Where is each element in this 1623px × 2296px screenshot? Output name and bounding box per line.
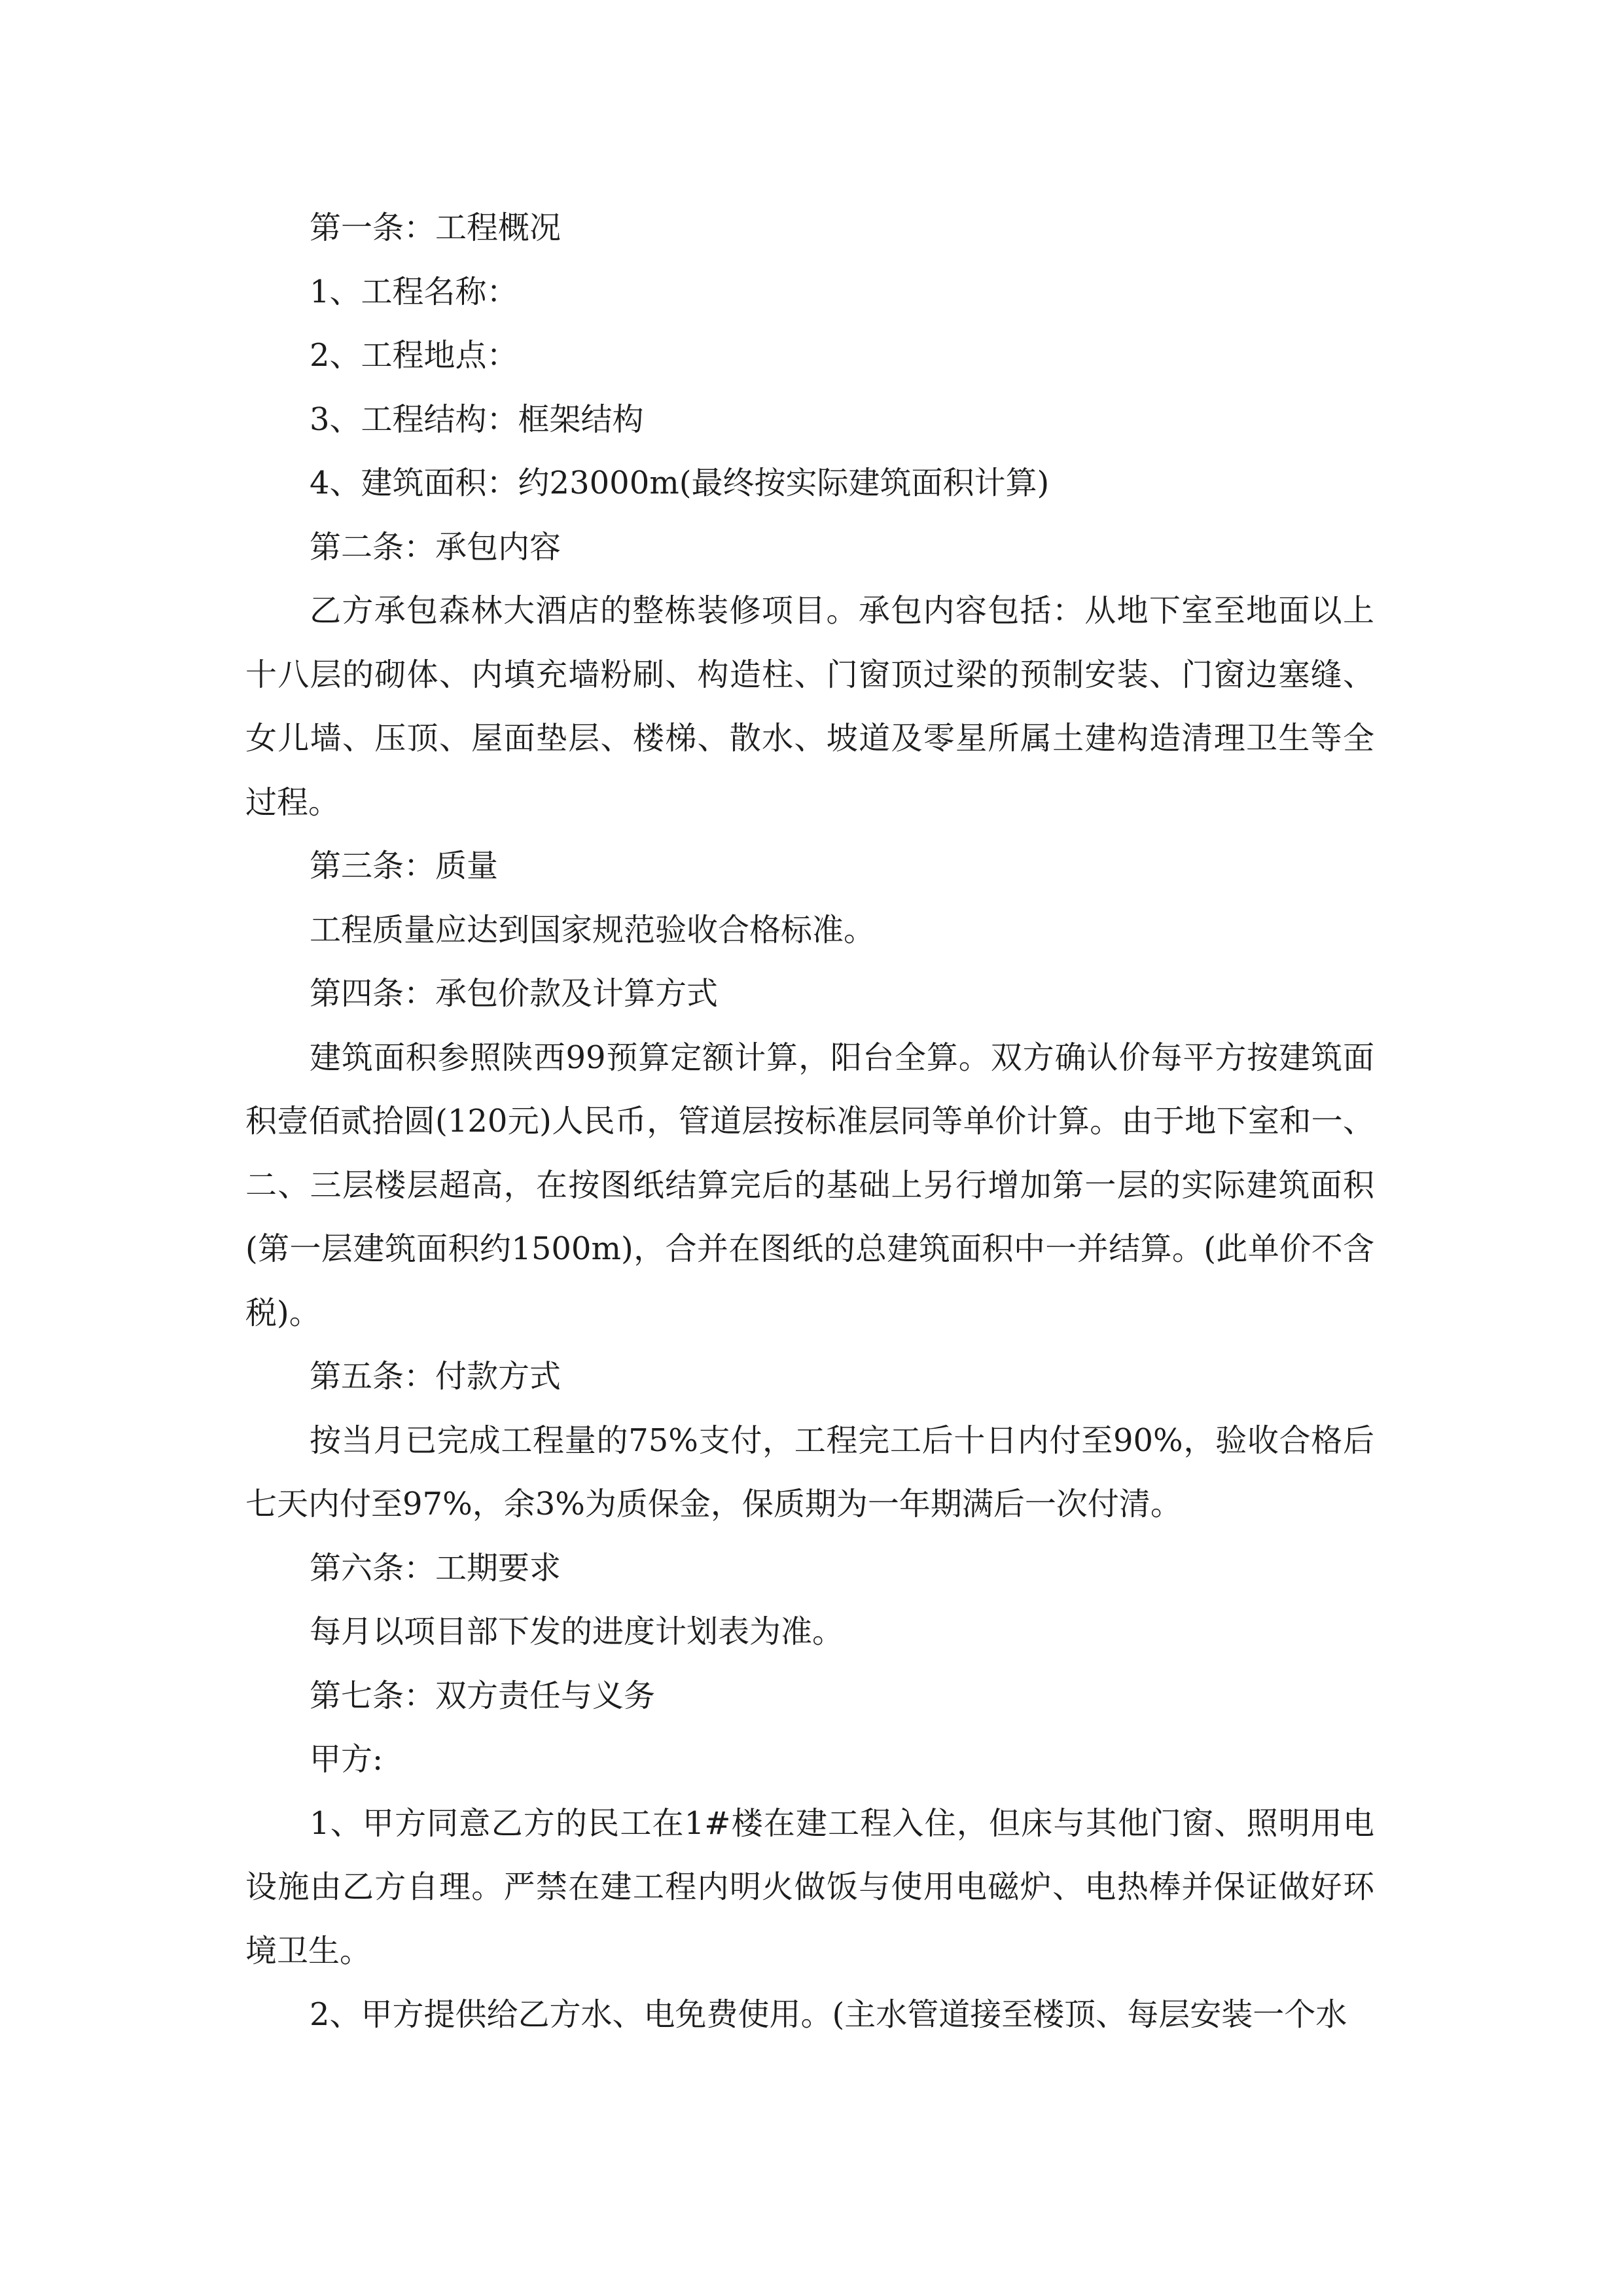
payment-paragraph: 按当月已完成工程量的75%支付，工程完工后十日内付至90%，验收合格后七天内付至97%，余3%为质保金，保质期为一年期满后一次付清。 [245, 1422, 1374, 1522]
project-structure-line: 3、工程结构：框架结构 [310, 401, 644, 438]
project-name-line: 1、工程名称： [310, 273, 518, 310]
section-heading-6: 第六条：工期要求 [310, 1549, 562, 1587]
section-heading-2: 第二条：承包内容 [310, 528, 562, 565]
section-heading-5: 第五条：付款方式 [310, 1358, 562, 1395]
project-location-line: 2、工程地点： [310, 337, 518, 374]
building-area-line: 4、建筑面积：约23000m(最终按实际建筑面积计算) [310, 465, 1050, 501]
section-heading-7: 第七条：双方责任与义务 [310, 1677, 656, 1714]
pricing-paragraph: 建筑面积参照陕西99预算定额计算，阳台全算。双方确认价每平方按建筑面积壹佰贰拾圆(120元)人民币，管道层按标准层同等单价计算。由于地下室和一、二、三层楼层超高，在按图纸结算完后的基础上另行增加第一层的实际建筑面积(第一层建筑面积约1500m)，合并在图纸的总建筑面积中一并结算。(此单价不含税)。 [245, 1039, 1374, 1331]
party-a-duty-2: 2、甲方提供给乙方水、电免费使用。(主水管道接至楼顶、每层安装一个水 [310, 1996, 1347, 2033]
contract-scope-paragraph: 乙方承包森林大酒店的整栋装修项目。承包内容包括：从地下室至地面以上十八层的砌体、内填充墙粉刷、构造柱、门窗顶过梁的预制安装、门窗边塞缝、女儿墙、压顶、屋面垫层、楼梯、散水、坡道及零星所属土建构造清理卫生等全过程。 [245, 592, 1374, 821]
quality-paragraph: 工程质量应达到国家规范验收合格标准。 [310, 911, 876, 948]
document-body [245, 196, 1374, 2047]
section-heading-1: 第一条：工程概况 [310, 209, 562, 246]
section-heading-3: 第三条：质量 [310, 848, 499, 884]
party-a-label: 甲方: [310, 1741, 383, 1778]
schedule-paragraph: 每月以项目部下发的进度计划表为准。 [310, 1613, 844, 1650]
party-a-duty-1: 1、甲方同意乙方的民工在1#楼在建工程入住，但床与其他门窗、照明用电设施由乙方自理。严禁在建工程内明火做饭与使用电磁炉、电热棒并保证做好环境卫生。 [245, 1804, 1374, 1969]
section-heading-4: 第四条：承包价款及计算方式 [310, 975, 719, 1012]
